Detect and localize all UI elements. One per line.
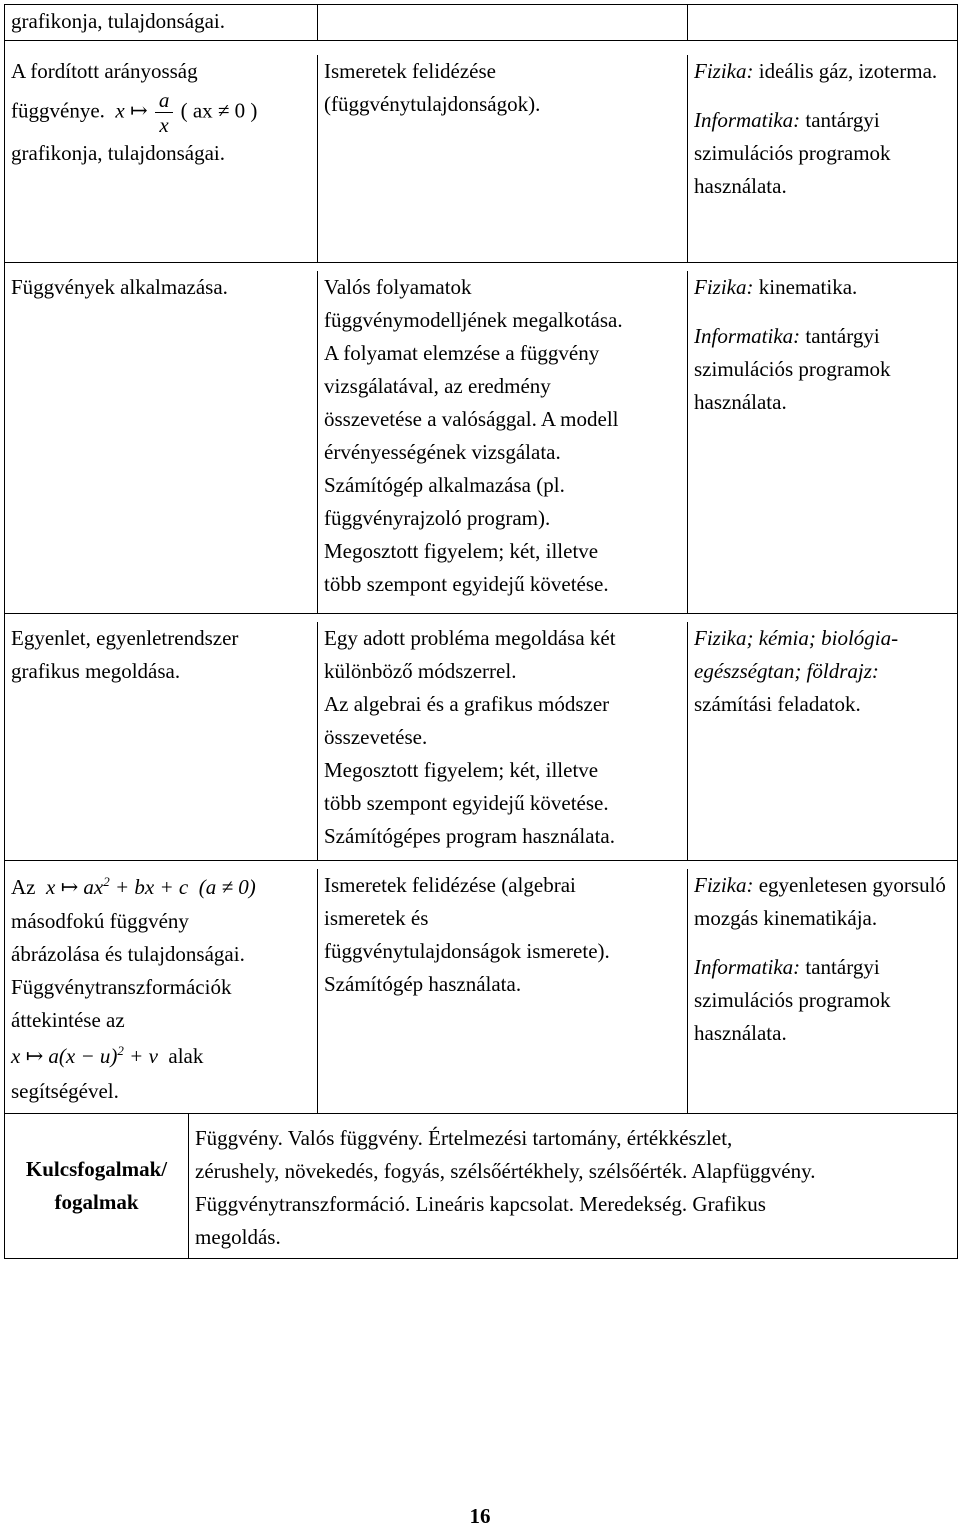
topic-line: segítségével.	[11, 1079, 119, 1103]
activity-line: Megosztott figyelem; két, illetve	[324, 758, 599, 782]
connection-group: Fizika: kinematika.	[694, 275, 858, 299]
activity-cell	[318, 869, 688, 1113]
activity-line: Számítógépes program használata.	[324, 824, 615, 848]
connections-cell	[688, 5, 957, 40]
key-concepts-line: zérushely, növekedés, fogyás, szélsőértékhely, szélsőérték. Alapfüggvény.	[195, 1159, 816, 1183]
activity-line: vizsgálatával, az eredmény	[324, 374, 551, 398]
connections-cell	[688, 271, 957, 613]
activity-line: összevetése a valósággal. A modell	[324, 407, 619, 431]
topic-cell	[5, 5, 318, 40]
activity-cell	[318, 622, 688, 860]
key-concepts-line: Függvénytranszformáció. Lineáris kapcsolat. Meredekség. Grafikus	[195, 1192, 766, 1216]
table-row	[5, 861, 957, 1114]
activity-line: függvénymodelljének megalkotása.	[324, 308, 623, 332]
activity-line: több szempont egyidejű követése.	[324, 791, 609, 815]
topic-line: áttekintése az	[11, 1008, 125, 1032]
vertex-form-formula: x ↦ $a(x - u)^2 + v$ alak	[11, 1043, 204, 1068]
connections-cell	[688, 869, 957, 1113]
key-concepts-row	[5, 1114, 957, 1258]
fraction: $\frac{a}{x}$	[155, 88, 174, 137]
activity-line: Egy adott probléma megoldása két	[324, 626, 616, 650]
activity-line: Számítógép alkalmazása (pl.	[324, 473, 565, 497]
activity-line: különböző módszerrel.	[324, 659, 517, 683]
topic-line: grafikus megoldása.	[11, 659, 181, 683]
connection-group: Fizika: egyenletesen gyorsuló mozgás kinematikája.	[694, 873, 946, 930]
activity-line: Az algebrai és a grafikus módszer	[324, 692, 610, 716]
connection-group: Informatika: tantárgyi szimulációs programok használata.	[694, 108, 891, 198]
topic-line: Egyenlet, egyenletrendszer	[11, 626, 239, 650]
connection-group: Informatika: tantárgyi szimulációs programok használata.	[694, 955, 891, 1045]
activity-line: érvényességének vizsgálata.	[324, 440, 561, 464]
topic-line: Függvények alkalmazása.	[11, 275, 228, 299]
activity-cell	[318, 5, 688, 40]
topic-line: Függvénytranszformációk	[11, 975, 232, 999]
topic-line: A fordított arányosság	[11, 59, 198, 83]
activity-line: A folyamat elemzése a függvény	[324, 341, 600, 365]
activity-line: függvénytulajdonságok ismerete).	[324, 939, 610, 963]
activity-line: Ismeretek felidézése	[324, 59, 496, 83]
quadratic-formula: Az x ↦ $ax^2$ + bx + c (a ≠ 0)	[11, 874, 256, 899]
activity-cell	[318, 271, 688, 613]
activity-line: ismeretek és	[324, 906, 429, 930]
table-row	[5, 263, 957, 614]
topic-cell	[5, 271, 318, 613]
topic-cell	[5, 55, 318, 262]
activity-line: több szempont egyidejű követése.	[324, 572, 609, 596]
connection-group: Fizika; kémia; biológia-egészségtan; földrajz: számítási feladatok.	[694, 626, 899, 716]
key-concepts-line: megoldás.	[195, 1225, 281, 1249]
activity-line: Számítógép használata.	[324, 972, 522, 996]
activity-line: függvényrajzoló program).	[324, 506, 551, 530]
connections-cell	[688, 622, 957, 860]
topic-line: másodfokú függvény	[11, 909, 189, 933]
key-concepts-label: Kulcsfogalmak/ fogalmak	[5, 1114, 189, 1258]
connection-group: Informatika: tantárgyi szimulációs programok használata.	[694, 324, 891, 414]
inverse-function-formula: függvénye. x ↦ $\frac{a}{x}$ ( ax ≠ 0 )	[11, 88, 258, 137]
table-row	[5, 41, 957, 263]
key-concepts-text	[189, 1114, 957, 1258]
connection-group: Fizika: ideális gáz, izoterma.	[694, 59, 938, 83]
topic-line: ábrázolása és tulajdonságai.	[11, 942, 245, 966]
activity-line: Ismeretek felidézése (algebrai	[324, 873, 576, 897]
page-number: 16	[469, 1504, 491, 1528]
curriculum-table	[4, 4, 958, 1259]
connections-cell	[688, 55, 957, 262]
topic-cell	[5, 869, 318, 1113]
activity-line: (függvénytulajdonságok).	[324, 92, 541, 116]
activity-cell	[318, 55, 688, 262]
table-row	[5, 614, 957, 861]
topic-line: grafikonja, tulajdonságai.	[11, 141, 226, 165]
activity-line: Valós folyamatok	[324, 275, 472, 299]
activity-line: Megosztott figyelem; két, illetve	[324, 539, 599, 563]
activity-line: összevetése.	[324, 725, 428, 749]
topic-line: grafikonja, tulajdonságai.	[11, 9, 226, 33]
key-concepts-line: Függvény. Valós függvény. Értelmezési tartomány, értékkészlet,	[195, 1126, 733, 1150]
table-row	[5, 5, 957, 41]
topic-cell	[5, 622, 318, 860]
